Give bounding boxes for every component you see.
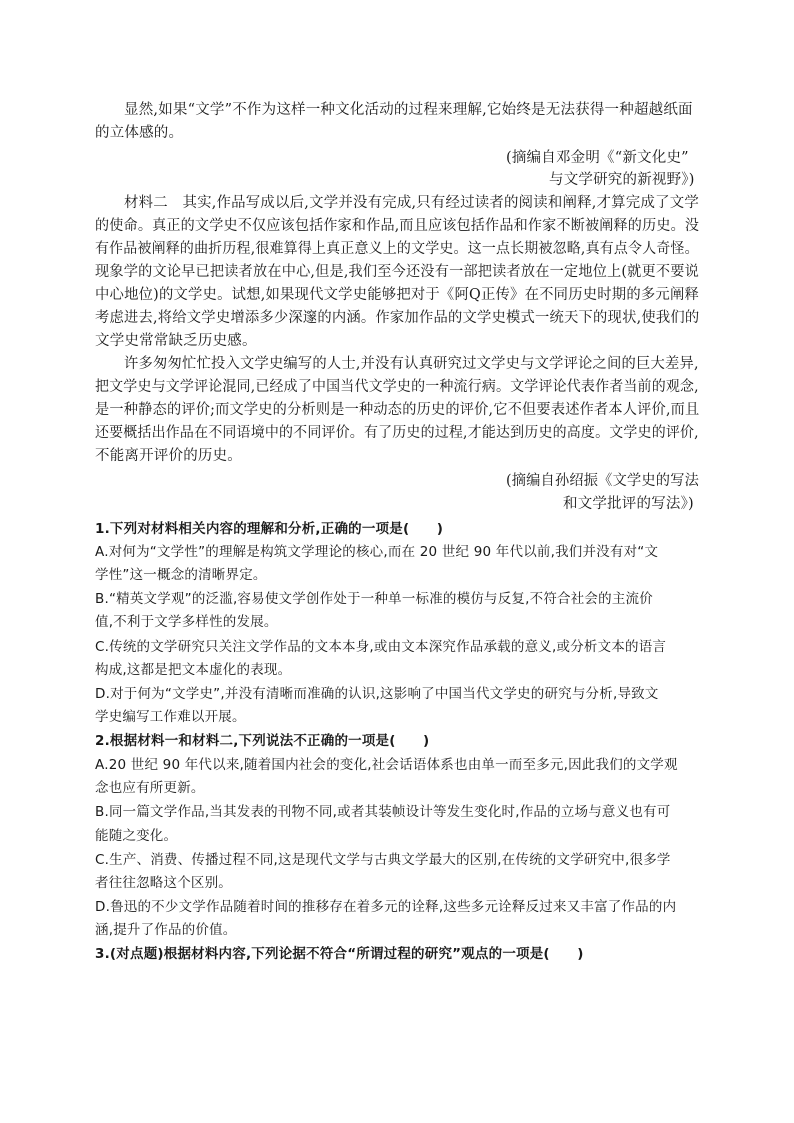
- question-2-option: B.同一篇文学作品,当其发表的刊物不同,或者其装帧设计等发生变化时,作品的立场与意义也有可: [95, 804, 671, 820]
- question-1-option: 学性”这一概念的清晰界定。: [95, 567, 267, 583]
- question-2-option: 者往往忽略这个区别。: [95, 875, 232, 891]
- question-1-option: 值,不利于文学多样性的发展。: [95, 614, 278, 630]
- source-citation: 和文学批评的写法》): [563, 496, 694, 512]
- body-text-line: 是一种静态的评价;而文学史的分析则是一种动态的历史的评价,它不但要表述作者本人评价,而且: [95, 402, 700, 418]
- question-2-option: D.鲁迅的不少文学作品随着时间的推移存在着多元的诠释,这些多元诠释反过来又丰富了作品的内: [95, 899, 677, 915]
- source-citation: (摘编自邓金明《“新文化史”: [506, 150, 689, 166]
- body-text-line: 文学史常常缺乏历史感。: [95, 333, 257, 349]
- body-text-line: 的立体感的。: [95, 125, 184, 141]
- question-2-option: 念也应有所更新。: [95, 780, 205, 796]
- body-text-line: 把文学史与文学评论混同,已经成了中国当代文学史的一种流行病。文学评论代表作者当前的观念,: [95, 379, 699, 395]
- body-text-line: 的使命。真正的文学史不仅应该包括作家和作品,而且应该包括作品和作家不断被阐释的历史。没: [95, 218, 700, 234]
- question-3-stem: 3.(对点题)根据材料内容,下列论据不符合“所谓过程的研究”观点的一项是( ): [95, 946, 584, 962]
- body-text-line: 还要概括出作品在不同语境中的不同评价。有了历史的过程,才能达到历史的高度。文学史的评价,: [95, 425, 699, 441]
- question-1-option: A.对何为“文学性”的理解是构筑文学理论的核心,而在 20 世纪 90 年代以前,我们并没有对“文: [95, 544, 659, 560]
- source-citation: 与文学研究的新视野》): [549, 172, 695, 188]
- body-text-line: 有作品被阐释的曲折历程,很难算得上真正意义上的文学史。这一点长期被忽略,真有点令人奇怪。: [95, 241, 699, 257]
- question-1-option: 构成,这都是把文本虚化的表现。: [95, 662, 292, 678]
- question-1-option: C.传统的文学研究只关注文学作品的文本本身,或由文本深究作品承载的意义,或分析文本的语言: [95, 639, 667, 655]
- question-2-stem: 2.根据材料一和材料二,下列说法不正确的一项是( ): [95, 733, 430, 749]
- question-1-option: D.对于何为“文学史”,并没有清晰而准确的认识,这影响了中国当代文学史的研究与分析,导致文: [95, 686, 659, 702]
- question-2-option: 能随之变化。: [95, 828, 178, 844]
- body-text-line: 材料二 其实,作品写成以后,文学并没有完成,只有经过读者的阅读和阐释,才算完成了文学: [124, 195, 699, 211]
- question-1-stem: 1.下列对材料相关内容的理解和分析,正确的一项是( ): [95, 521, 444, 537]
- body-text-line: 不能离开评价的历史。: [95, 448, 242, 464]
- question-1-option: B.“精英文学观”的泛滥,容易使文学创作处于一种单一标准的模仿与反复,不符合社会的主流价: [95, 591, 653, 607]
- body-text-line: 考虑进去,将给文学史增添多少深邃的内涵。作家加作品的文学史模式一统天下的现状,使我们的: [95, 310, 700, 326]
- source-citation: (摘编自孙绍振《文学史的写法: [506, 473, 700, 489]
- question-2-option: 涵,提升了作品的价值。: [95, 922, 237, 938]
- question-2-option: A.20 世纪 90 年代以来,随着国内社会的变化,社会话语体系也由单一而至多元,因此我们的文学观: [95, 757, 678, 773]
- question-1-option: 学史编写工作难以开展。: [95, 709, 246, 725]
- body-text-line: 许多匆匆忙忙投入文学史编写的人士,并没有认真研究过文学史与文学评论之间的巨大差异,: [124, 356, 699, 372]
- body-text-line: 现象学的文论早已把读者放在中心,但是,我们至今还没有一部把读者放在一定地位上(就更不要说: [95, 264, 699, 280]
- body-text-line: 显然,如果“文学”不作为这样一种文化活动的过程来理解,它始终是无法获得一种超越纸面: [124, 102, 693, 118]
- body-text-line: 中心地位)的文学史。试想,如果现代文学史能够把对于《阿Q正传》在不同历史时期的多元阐释: [95, 287, 700, 303]
- question-2-option: C.生产、消费、传播过程不同,这是现代文学与古典文学最大的区别,在传统的文学研究中,很多学: [95, 852, 671, 868]
